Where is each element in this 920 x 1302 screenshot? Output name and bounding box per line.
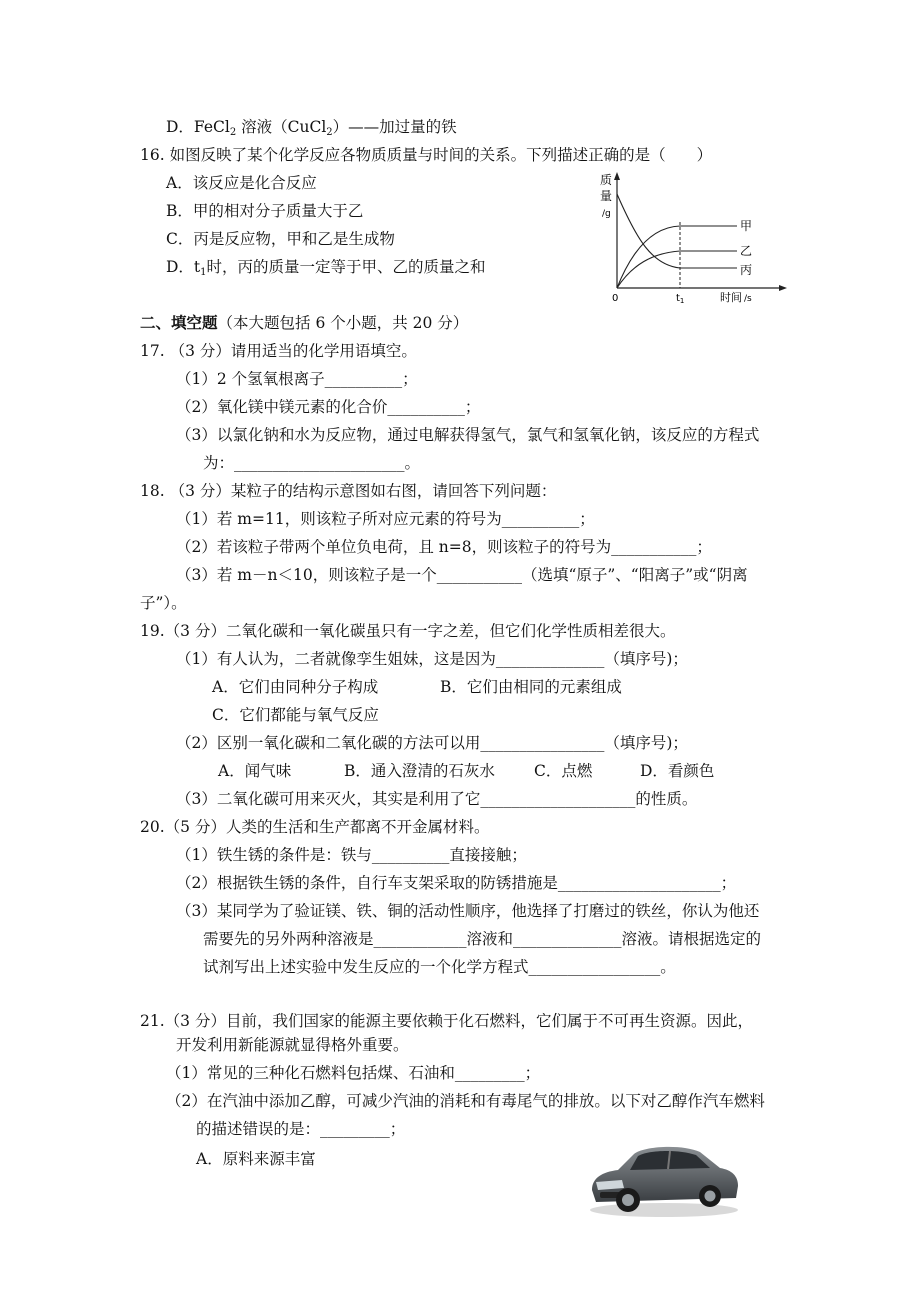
q18-line-4: 子”）。 — [140, 594, 187, 612]
q18-stem: 18. （3 分）某粒子的结构示意图如右图，请回答下列问题： — [140, 482, 557, 500]
q18-line-2: （2）若该粒子带两个单位负电荷，且 n=8，则该粒子的符号为___________； — [176, 538, 712, 556]
q16-option-c: C．丙是反应物，甲和乙是生成物 — [166, 230, 395, 248]
q20-line-5: 试剂写出上述实验中发生反应的一个化学方程式_________________。 — [203, 958, 676, 976]
q20-line-4: 需要先的另外两种溶液是____________溶液和______________溶液。请根据选定的 — [203, 930, 762, 948]
section-2-title: 二、填空题 — [140, 313, 218, 332]
q17-stem: 17. （3 分）请用适当的化学用语填空。 — [140, 342, 417, 360]
graph-x-label: 时间 — [720, 291, 742, 304]
graph-y-unit: /g — [602, 209, 611, 219]
q19-option-2a: A．闻气味 — [218, 762, 292, 780]
series-yi-curve — [617, 251, 737, 288]
q19-option-2b: B．通入澄清的石灰水 — [344, 762, 495, 780]
q21-stem: 21.（3 分）目前，我们国家的能源主要依赖于化石燃料，它们属于不可再生资源。因此， — [140, 1012, 753, 1030]
graph-t1-label: $t_1$ — [676, 293, 685, 305]
graph-x-unit: /s — [744, 294, 752, 304]
q19-option-1c: C．它们都能与氧气反应 — [212, 706, 379, 724]
q19-option-1b: B．它们由相同的元素组成 — [440, 678, 622, 696]
q17-line-3: （3）以氯化钠和水为反应物，通过电解获得氢气，氯气和氢氧化钠，该反应的方程式 — [176, 426, 760, 444]
q20-line-3: （3）某同学为了验证镁、铁、铜的活动性顺序，他选择了打磨过的铁丝，你认为他还 — [176, 902, 760, 920]
q19-line-1: （1）有人认为，二者就像孪生姐妹，这是因为______________（填序号)； — [176, 650, 688, 668]
q20-stem: 20.（5 分）人类的生活和生产都离不开金属材料。 — [140, 818, 490, 836]
section-2-note: （本大题包括 6 个小题，共 20 分） — [217, 314, 469, 332]
q18-line-3: （3）若 m－n＜10，则该粒子是一个___________（选填“原子”、“阳离子”或“阴离 — [176, 566, 748, 584]
series-jia-curve — [617, 226, 737, 288]
q19-option-2d: D．看颜色 — [640, 762, 715, 780]
q16-option-a: A．该反应是化合反应 — [166, 174, 317, 192]
q17-line-2: （2）氧化镁中镁元素的化合价__________； — [176, 398, 481, 416]
q17-line-1: （1）2 个氢氧根离子__________； — [176, 370, 418, 388]
q21-stem-2: 开发利用新能源就显得格外重要。 — [176, 1036, 409, 1054]
series-bing-label: 丙 — [740, 263, 753, 277]
q21-line-3: 的描述错误的是：_________； — [196, 1120, 406, 1138]
series-yi-label: 乙 — [740, 244, 753, 258]
q19-option-2c: C．点燃 — [534, 762, 593, 780]
q17-line-4: 为：______________________。 — [203, 454, 421, 472]
q21-line-1: （1）常见的三种化石燃料包括煤、石油和_________； — [166, 1064, 541, 1082]
graph-origin: 0 — [612, 293, 619, 304]
q15-option-d: D．FeCl$_2$ 溶液（CuCl$_2$）——加过量的铁 — [166, 118, 457, 138]
graph-y-label-2: 量 — [600, 189, 613, 203]
graph-y-label-1: 质 — [600, 173, 613, 187]
mass-time-graph — [592, 170, 792, 310]
series-bing-curve — [617, 194, 737, 268]
q19-option-1a: A．它们由同种分子构成 — [212, 678, 379, 696]
q21-option-a: A．原料来源丰富 — [196, 1150, 316, 1168]
q19-stem: 19.（3 分）二氧化碳和一氧化碳虽只有一字之差，但它们化学性质相差很大。 — [140, 622, 676, 640]
graph-y-arrow — [614, 172, 620, 180]
car-image — [582, 1130, 742, 1220]
q20-line-2: （2）根据铁生锈的条件，自行车支架采取的防锈措施是_____________________； — [176, 874, 737, 892]
section-2-header — [140, 313, 468, 333]
q20-line-1: （1）铁生锈的条件是：铁与__________直接接触； — [176, 846, 527, 864]
q18-line-1: （1）若 m=11，则该粒子所对应元素的符号为__________； — [176, 510, 595, 528]
q16-stem: 16. 如图反映了某个化学反应各物质质量与时间的关系。下列描述正确的是（ ） — [140, 146, 713, 164]
q21-line-2: （2）在汽油中添加乙醇，可减少汽油的消耗和有毒尾气的排放。以下对乙醇作汽车燃料 — [166, 1092, 765, 1110]
q16-option-b: B．甲的相对分子质量大于乙 — [166, 202, 364, 220]
series-jia-label: 甲 — [740, 219, 753, 233]
car-rear-rim — [705, 1191, 716, 1202]
q16-option-d: D．$t_1$时，丙的质量一定等于甲、乙的质量之和 — [166, 258, 486, 278]
graph-x-arrow — [779, 285, 787, 291]
car-front-rim — [622, 1194, 634, 1206]
q19-line-2: （2）区别一氧化碳和二氧化碳的方法可以用________________（填序号)； — [176, 734, 688, 752]
q19-line-3: （3）二氧化碳可用来灭火，其实是利用了它____________________的性质。 — [176, 790, 698, 808]
